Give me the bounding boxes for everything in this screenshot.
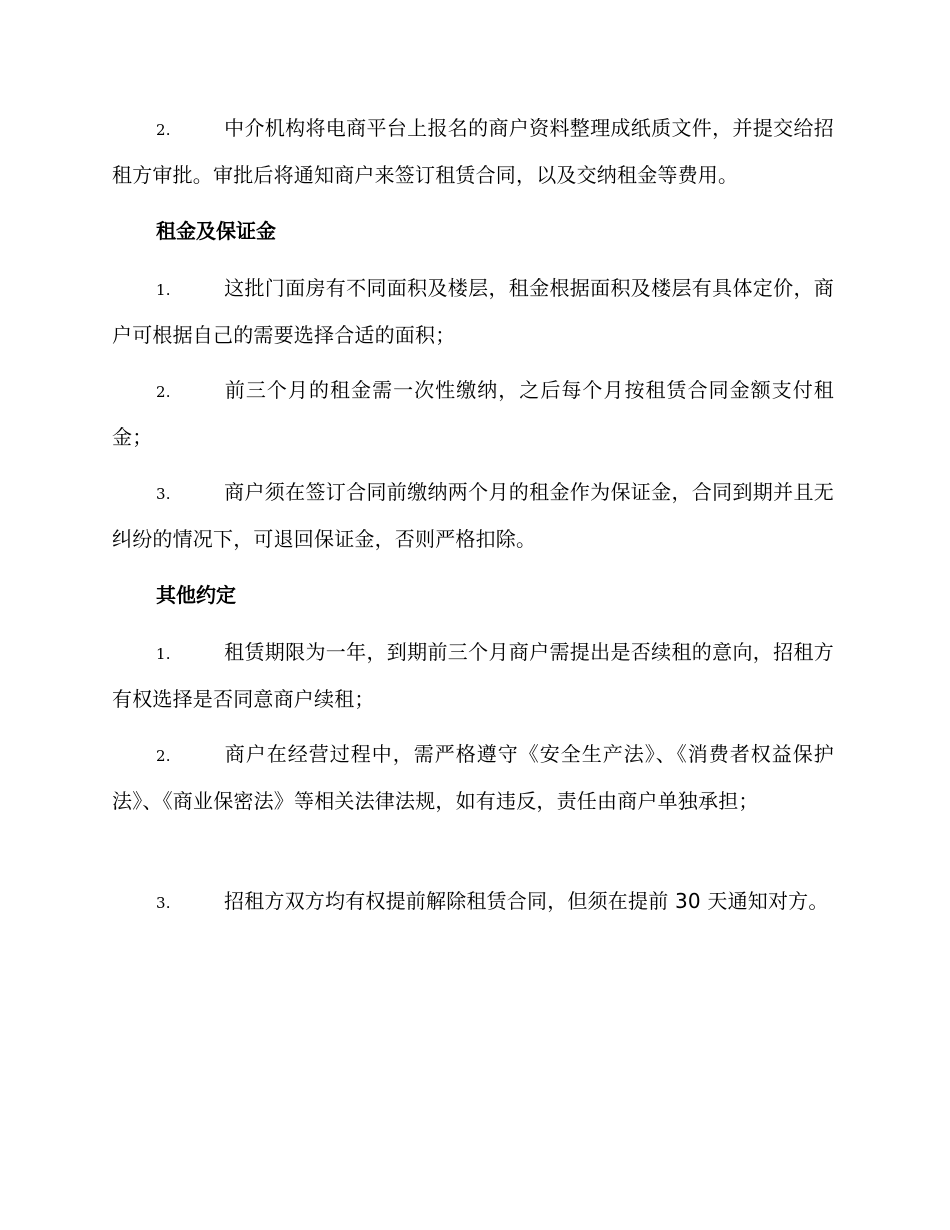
- item-text: 商户在经营过程中，需严格遵守《安全生产法》、《消费者权益保护法》、《商业保密法》等相关法律法规，如有违反，责任由商户单独承担；: [112, 742, 834, 813]
- item-number: 3.: [156, 485, 171, 503]
- item-text: 招租方双方均有权提前解除租赁合同，但须在提前 30 天通知对方。: [224, 889, 829, 913]
- list-item: [112, 368, 834, 460]
- item-number: 1.: [156, 281, 171, 299]
- item-number: 1.: [156, 645, 171, 663]
- list-item: [112, 266, 834, 358]
- list-item: [112, 879, 834, 926]
- item-text: 这批门面房有不同面积及楼层，租金根据面积及楼层有具体定价，商户可根据自己的需要选择合适的面积；: [112, 276, 834, 347]
- item-text: 租赁期限为一年，到期前三个月商户需提出是否续租的意向，招租方有权选择是否同意商户续租；: [112, 640, 834, 711]
- item-number: 2.: [156, 383, 171, 401]
- list-item: [112, 470, 834, 562]
- section-heading-other-terms: 其他约定: [156, 583, 236, 607]
- list-item: [112, 732, 834, 824]
- section-heading-rent-deposit: 租金及保证金: [156, 219, 276, 243]
- item-number: 2.: [156, 121, 171, 139]
- item-text: 中介机构将电商平台上报名的商户资料整理成纸质文件，并提交给招租方审批。审批后将通知商户来签订租赁合同，以及交纳租金等费用。: [112, 116, 834, 187]
- list-item: [112, 630, 834, 722]
- item-text: 前三个月的租金需一次性缴纳，之后每个月按租赁合同金额支付租金；: [112, 378, 834, 449]
- item-number: 2.: [156, 747, 171, 765]
- list-item: [112, 106, 834, 198]
- item-text: 商户须在签订合同前缴纳两个月的租金作为保证金，合同到期并且无纠纷的情况下，可退回保证金，否则严格扣除。: [112, 480, 834, 551]
- item-number: 3.: [156, 894, 171, 912]
